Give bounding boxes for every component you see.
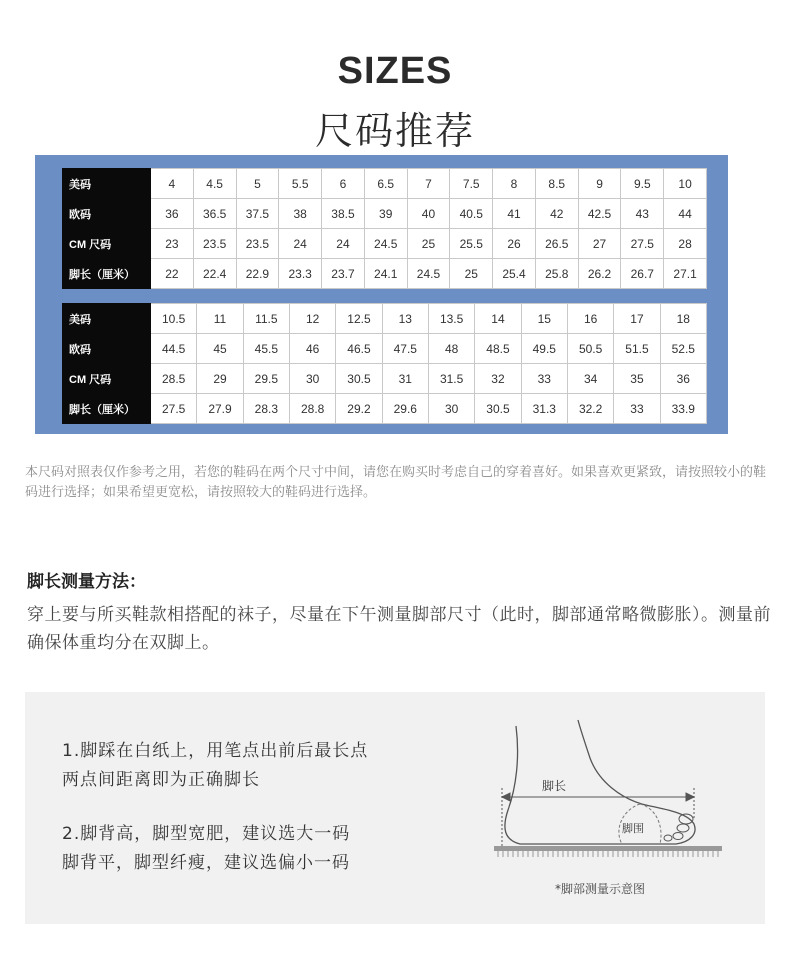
method-title: 脚长测量方法：: [27, 572, 146, 592]
size-cell: 48.5: [475, 334, 521, 364]
size-cell: 36: [660, 364, 706, 394]
size-cell: 4: [151, 169, 194, 199]
size-cell: 38.5: [322, 199, 365, 229]
size-cell: 52.5: [660, 334, 706, 364]
size-cell: 30.5: [336, 364, 382, 394]
step-2-line-1: 2.脚背高，脚型宽肥，建议选大一码: [62, 824, 351, 844]
size-cell: 32: [475, 364, 521, 394]
cm-size-row: [63, 364, 707, 394]
diagram-caption: *脚部测量示意图: [555, 882, 646, 896]
ruler-ticks: [498, 851, 718, 857]
size-cell: 39: [364, 199, 407, 229]
size-cell: 33: [521, 364, 567, 394]
cm-size-row: [63, 229, 707, 259]
size-cell: 28.5: [151, 364, 197, 394]
size-cell: 14: [475, 304, 521, 334]
size-cell: 41: [493, 199, 536, 229]
size-cell: 13.5: [428, 304, 474, 334]
size-cell: 28.8: [289, 394, 335, 424]
us-size-row: [63, 169, 707, 199]
size-cell: 6: [322, 169, 365, 199]
size-cell: 25: [407, 229, 450, 259]
size-cell: 26.2: [578, 259, 621, 289]
eu-size-row: [63, 334, 707, 364]
size-cell: 16: [567, 304, 613, 334]
size-cell: 27.9: [197, 394, 243, 424]
size-cell: 30: [289, 364, 335, 394]
size-cell: 23.7: [322, 259, 365, 289]
size-cell: 24.1: [364, 259, 407, 289]
foot-length-row: [63, 394, 707, 424]
step-2: [62, 820, 482, 878]
length-arrow-icon: [502, 788, 694, 846]
size-cell: 10: [664, 169, 707, 199]
size-cell: 23.5: [236, 229, 279, 259]
us-size-row: [63, 304, 707, 334]
ground-bar: [494, 846, 722, 851]
size-cell: 34: [567, 364, 613, 394]
size-table-part1: [62, 168, 707, 289]
size-cell: 48: [428, 334, 474, 364]
size-cell: 38: [279, 199, 322, 229]
size-cell: 17: [614, 304, 660, 334]
step-2-line-2: 脚背平，脚型纤瘦，建议选偏小一码: [62, 853, 350, 873]
size-cell: 29.5: [243, 364, 289, 394]
size-cell: 11: [197, 304, 243, 334]
size-cell: 45.5: [243, 334, 289, 364]
size-cell: 42: [535, 199, 578, 229]
row-label-cm: CM 尺码: [63, 364, 151, 394]
method-text: 穿上要与所买鞋款相搭配的袜子，尽量在下午测量脚部尺寸（此时，脚部通常略微膨胀）。测量前确保体重均分在双脚上。: [27, 605, 771, 653]
size-cell: 31: [382, 364, 428, 394]
size-cell: 31.5: [428, 364, 474, 394]
size-cell: 7.5: [450, 169, 493, 199]
size-cell: 32.2: [567, 394, 613, 424]
size-cell: 25.5: [450, 229, 493, 259]
size-cell: 6.5: [364, 169, 407, 199]
size-cell: 24: [322, 229, 365, 259]
row-label-eu: 欧码: [63, 199, 151, 229]
size-cell: 22: [151, 259, 194, 289]
page-title-zh: 尺码推荐: [314, 109, 475, 153]
size-cell: 50.5: [567, 334, 613, 364]
foot-length-label: 脚长: [542, 779, 567, 793]
size-cell: 49.5: [521, 334, 567, 364]
size-cell: 23.5: [193, 229, 236, 259]
size-cell: 24.5: [407, 259, 450, 289]
size-cell: 26.7: [621, 259, 664, 289]
size-cell: 36.5: [193, 199, 236, 229]
size-cell: 18: [660, 304, 706, 334]
size-cell: 33: [614, 394, 660, 424]
size-cell: 27.5: [151, 394, 197, 424]
size-cell: 42.5: [578, 199, 621, 229]
size-cell: 8.5: [535, 169, 578, 199]
size-cell: 46: [289, 334, 335, 364]
size-cell: 40: [407, 199, 450, 229]
size-cell: 26: [493, 229, 536, 259]
size-cell: 25.4: [493, 259, 536, 289]
size-cell: 35: [614, 364, 660, 394]
size-cell: 10.5: [151, 304, 197, 334]
size-cell: 15: [521, 304, 567, 334]
size-cell: 29.2: [336, 394, 382, 424]
size-cell: 27: [578, 229, 621, 259]
size-cell: 36: [151, 199, 194, 229]
row-label-foot-length: 脚长（厘米）: [63, 259, 151, 289]
step-1-line-2: 两点间距离即为正确脚长: [62, 770, 260, 790]
size-cell: 11.5: [243, 304, 289, 334]
size-cell: 9.5: [621, 169, 664, 199]
size-cell: 26.5: [535, 229, 578, 259]
size-cell: 40.5: [450, 199, 493, 229]
row-label-foot-length: 脚长（厘米）: [63, 394, 151, 424]
size-cell: 13: [382, 304, 428, 334]
size-cell: 5: [236, 169, 279, 199]
size-cell: 25: [450, 259, 493, 289]
size-cell: 27.1: [664, 259, 707, 289]
size-cell: 5.5: [279, 169, 322, 199]
step-1: [62, 737, 482, 795]
size-cell: 8: [493, 169, 536, 199]
size-cell: 46.5: [336, 334, 382, 364]
size-cell: 30.5: [475, 394, 521, 424]
size-cell: 22.9: [236, 259, 279, 289]
size-cell: 25.8: [535, 259, 578, 289]
size-note: 本尺码对照表仅作参考之用，若您的鞋码在两个尺寸中间，请您在购买时考虑自己的穿着喜好。如果喜欢更紧致，请按照较小的鞋码进行选择；如果希望更宽松，请按照较大的鞋码进行选择。: [25, 465, 767, 500]
size-cell: 29: [197, 364, 243, 394]
foot-girth-label: 脚围: [622, 822, 644, 835]
size-cell: 12: [289, 304, 335, 334]
size-cell: 12.5: [336, 304, 382, 334]
size-cell: 47.5: [382, 334, 428, 364]
size-cell: 33.9: [660, 394, 706, 424]
foot-length-row: [63, 259, 707, 289]
row-label-us: 美码: [63, 304, 151, 334]
size-cell: 23: [151, 229, 194, 259]
size-cell: 51.5: [614, 334, 660, 364]
size-cell: 45: [197, 334, 243, 364]
size-cell: 24.5: [364, 229, 407, 259]
size-cell: 29.6: [382, 394, 428, 424]
size-cell: 23.3: [279, 259, 322, 289]
foot-measure-diagram: [490, 718, 730, 868]
size-cell: 37.5: [236, 199, 279, 229]
page-title-en: SIZES: [337, 50, 453, 92]
row-label-eu: 欧码: [63, 334, 151, 364]
eu-size-row: [63, 199, 707, 229]
size-cell: 44: [664, 199, 707, 229]
row-label-us: 美码: [63, 169, 151, 199]
size-cell: 22.4: [193, 259, 236, 289]
size-cell: 43: [621, 199, 664, 229]
size-cell: 7: [407, 169, 450, 199]
row-label-cm: CM 尺码: [63, 229, 151, 259]
size-cell: 9: [578, 169, 621, 199]
size-cell: 31.3: [521, 394, 567, 424]
size-cell: 28.3: [243, 394, 289, 424]
size-cell: 4.5: [193, 169, 236, 199]
size-cell: 44.5: [151, 334, 197, 364]
size-table-part2: [62, 303, 707, 424]
size-cell: 30: [428, 394, 474, 424]
step-1-line-1: 1.脚踩在白纸上，用笔点出前后最长点: [62, 741, 369, 761]
foot-outline-icon: [505, 720, 695, 844]
size-cell: 27.5: [621, 229, 664, 259]
size-cell: 24: [279, 229, 322, 259]
size-cell: 28: [664, 229, 707, 259]
